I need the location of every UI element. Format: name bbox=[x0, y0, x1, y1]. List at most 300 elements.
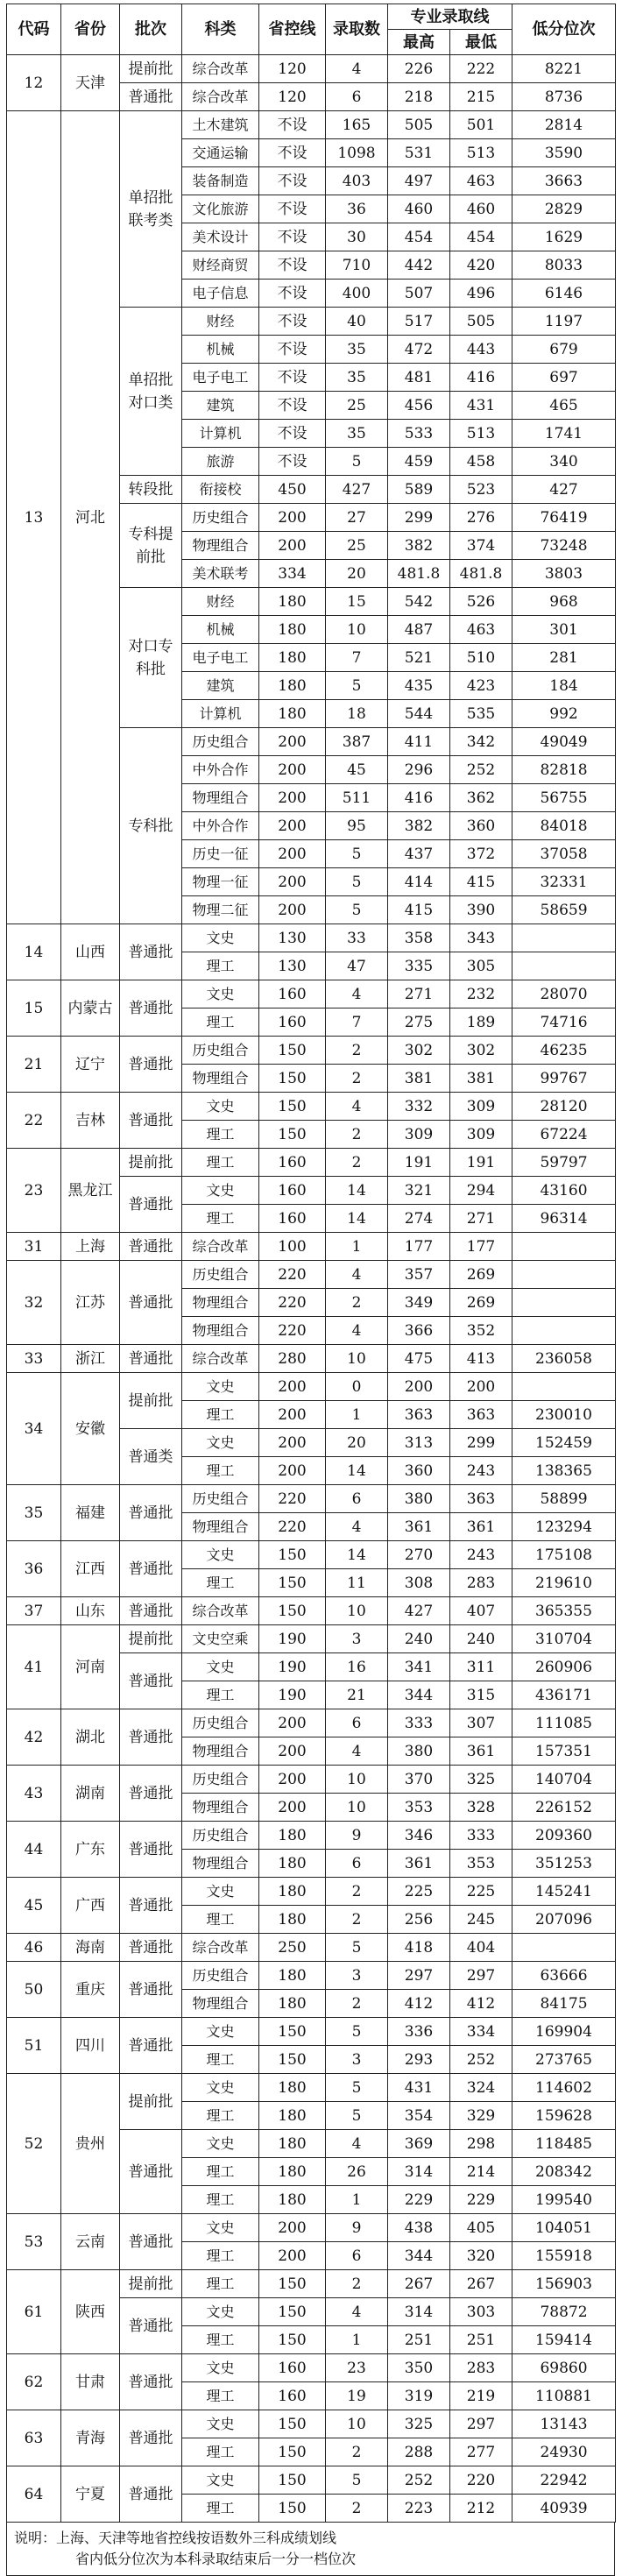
lowest-score-cell: 361 bbox=[450, 1513, 512, 1541]
lowest-score-cell: 458 bbox=[450, 448, 512, 476]
highest-score-cell: 353 bbox=[388, 1794, 450, 1822]
admitted-cell: 5 bbox=[326, 2102, 388, 2130]
admission-table-container bbox=[6, 4, 615, 2576]
admitted-cell: 6 bbox=[326, 1850, 388, 1878]
control-line-cell: 200 bbox=[259, 1429, 326, 1457]
subject-cell: 交通运输 bbox=[182, 139, 259, 167]
subject-cell: 理工 bbox=[182, 2270, 259, 2298]
min-rank-cell: 226152 bbox=[512, 1794, 616, 1822]
min-rank-cell: 152459 bbox=[512, 1429, 616, 1457]
min-rank-cell: 155918 bbox=[512, 2242, 616, 2270]
highest-score-cell: 437 bbox=[388, 840, 450, 868]
min-rank-cell bbox=[512, 1261, 616, 1289]
lowest-score-cell: 333 bbox=[450, 1822, 512, 1850]
min-rank-cell: 67224 bbox=[512, 1121, 616, 1149]
lowest-score-cell: 298 bbox=[450, 2130, 512, 2158]
table-row bbox=[7, 1093, 616, 1121]
province-cell: 吉林 bbox=[61, 1093, 120, 1149]
control-line-cell: 160 bbox=[259, 1177, 326, 1205]
lowest-score-cell: 299 bbox=[450, 1429, 512, 1457]
subject-cell: 文史 bbox=[182, 2074, 259, 2102]
header-subject: 科类 bbox=[182, 4, 259, 55]
min-rank-cell: 58899 bbox=[512, 1485, 616, 1513]
lowest-score-cell: 320 bbox=[450, 2242, 512, 2270]
table-row bbox=[7, 1625, 616, 1653]
subject-cell: 历史组合 bbox=[182, 504, 259, 532]
lowest-score-cell: 372 bbox=[450, 840, 512, 868]
control-line-cell: 150 bbox=[259, 1569, 326, 1597]
code-cell: 62 bbox=[7, 2354, 61, 2410]
admitted-cell: 3 bbox=[326, 2046, 388, 2074]
min-rank-cell bbox=[512, 1289, 616, 1317]
province-cell: 河北 bbox=[61, 111, 120, 924]
admitted-cell: 403 bbox=[326, 167, 388, 195]
highest-score-cell: 427 bbox=[388, 1597, 450, 1625]
highest-score-cell: 435 bbox=[388, 672, 450, 700]
admitted-cell: 25 bbox=[326, 392, 388, 420]
admitted-cell: 5 bbox=[326, 2074, 388, 2102]
min-rank-cell: 697 bbox=[512, 364, 616, 392]
control-line-cell: 不设 bbox=[259, 251, 326, 280]
lowest-score-cell: 245 bbox=[450, 1906, 512, 1934]
min-rank-cell: 43160 bbox=[512, 1177, 616, 1205]
lowest-score-cell: 303 bbox=[450, 2298, 512, 2326]
min-rank-cell: 159628 bbox=[512, 2102, 616, 2130]
control-line-cell: 160 bbox=[259, 1205, 326, 1233]
min-rank-cell: 118485 bbox=[512, 2130, 616, 2158]
control-line-cell: 200 bbox=[259, 1737, 326, 1766]
province-cell: 安徽 bbox=[61, 1373, 120, 1485]
lowest-score-cell: 243 bbox=[450, 1541, 512, 1569]
batch-cell: 普通批 bbox=[120, 1261, 182, 1345]
batch-cell: 普通批 bbox=[120, 1934, 182, 1962]
min-rank-cell: 13143 bbox=[512, 2410, 616, 2438]
table-row bbox=[7, 55, 616, 83]
table-row bbox=[7, 924, 616, 952]
admitted-cell: 47 bbox=[326, 952, 388, 980]
highest-score-cell: 240 bbox=[388, 1625, 450, 1653]
table-row bbox=[7, 1037, 616, 1065]
min-rank-cell: 273765 bbox=[512, 2046, 616, 2074]
code-cell: 31 bbox=[7, 1233, 61, 1261]
min-rank-cell: 2814 bbox=[512, 111, 616, 139]
province-cell: 山西 bbox=[61, 924, 120, 980]
min-rank-cell: 37058 bbox=[512, 840, 616, 868]
highest-score-cell: 507 bbox=[388, 280, 450, 308]
lowest-score-cell: 302 bbox=[450, 1037, 512, 1065]
subject-cell: 综合改革 bbox=[182, 1233, 259, 1261]
province-cell: 甘肃 bbox=[61, 2354, 120, 2410]
lowest-score-cell: 526 bbox=[450, 588, 512, 616]
admitted-cell: 10 bbox=[326, 2410, 388, 2438]
lowest-score-cell: 381 bbox=[450, 1065, 512, 1093]
subject-cell: 物理组合 bbox=[182, 1289, 259, 1317]
header-major-line: 专业录取线 bbox=[388, 4, 512, 30]
control-line-cell: 180 bbox=[259, 1990, 326, 2018]
code-cell: 36 bbox=[7, 1541, 61, 1597]
lowest-score-cell: 353 bbox=[450, 1850, 512, 1878]
min-rank-cell: 78872 bbox=[512, 2298, 616, 2326]
highest-score-cell: 431 bbox=[388, 2074, 450, 2102]
admitted-cell: 14 bbox=[326, 1541, 388, 1569]
subject-cell: 理工 bbox=[182, 2382, 259, 2410]
lowest-score-cell: 463 bbox=[450, 616, 512, 644]
min-rank-cell: 236058 bbox=[512, 1345, 616, 1373]
control-line-cell: 180 bbox=[259, 1878, 326, 1906]
highest-score-cell: 226 bbox=[388, 55, 450, 83]
control-line-cell: 200 bbox=[259, 896, 326, 924]
subject-cell: 计算机 bbox=[182, 420, 259, 448]
table-row bbox=[7, 111, 616, 139]
admitted-cell: 10 bbox=[326, 616, 388, 644]
control-line-cell: 150 bbox=[259, 2466, 326, 2495]
control-line-cell: 200 bbox=[259, 784, 326, 812]
lowest-score-cell: 454 bbox=[450, 223, 512, 251]
subject-cell: 土木建筑 bbox=[182, 111, 259, 139]
control-line-cell: 180 bbox=[259, 672, 326, 700]
subject-cell: 文史 bbox=[182, 2354, 259, 2382]
subject-cell: 物理组合 bbox=[182, 1065, 259, 1093]
subject-cell: 综合改革 bbox=[182, 1934, 259, 1962]
lowest-score-cell: 240 bbox=[450, 1625, 512, 1653]
highest-score-cell: 341 bbox=[388, 1653, 450, 1681]
lowest-score-cell: 214 bbox=[450, 2158, 512, 2186]
min-rank-cell bbox=[512, 1233, 616, 1261]
control-line-cell: 150 bbox=[259, 2270, 326, 2298]
admitted-cell: 35 bbox=[326, 420, 388, 448]
table-row bbox=[7, 1822, 616, 1850]
header-province: 省份 bbox=[61, 4, 120, 55]
admitted-cell: 6 bbox=[326, 2242, 388, 2270]
highest-score-cell: 517 bbox=[388, 308, 450, 336]
highest-score-cell: 297 bbox=[388, 1962, 450, 1990]
admitted-cell: 427 bbox=[326, 476, 388, 504]
province-cell: 云南 bbox=[61, 2214, 120, 2270]
admitted-cell: 5 bbox=[326, 840, 388, 868]
control-line-cell: 180 bbox=[259, 700, 326, 728]
min-rank-cell: 104051 bbox=[512, 2214, 616, 2242]
lowest-score-cell: 283 bbox=[450, 1569, 512, 1597]
lowest-score-cell: 407 bbox=[450, 1597, 512, 1625]
admitted-cell: 4 bbox=[326, 980, 388, 1008]
highest-score-cell: 314 bbox=[388, 2158, 450, 2186]
min-rank-cell: 1741 bbox=[512, 420, 616, 448]
subject-cell: 物理组合 bbox=[182, 1794, 259, 1822]
min-rank-cell: 465 bbox=[512, 392, 616, 420]
subject-cell: 文史 bbox=[182, 2298, 259, 2326]
control-line-cell: 200 bbox=[259, 1766, 326, 1794]
lowest-score-cell: 189 bbox=[450, 1008, 512, 1037]
subject-cell: 文史 bbox=[182, 1653, 259, 1681]
control-line-cell: 220 bbox=[259, 1317, 326, 1345]
admitted-cell: 18 bbox=[326, 700, 388, 728]
highest-score-cell: 497 bbox=[388, 167, 450, 195]
batch-cell: 转段批 bbox=[120, 476, 182, 504]
highest-score-cell: 460 bbox=[388, 195, 450, 223]
highest-score-cell: 296 bbox=[388, 756, 450, 784]
admitted-cell: 4 bbox=[326, 1317, 388, 1345]
control-line-cell: 不设 bbox=[259, 336, 326, 364]
min-rank-cell: 2829 bbox=[512, 195, 616, 223]
subject-cell: 文史 bbox=[182, 2130, 259, 2158]
province-cell: 辽宁 bbox=[61, 1037, 120, 1093]
table-row bbox=[7, 2354, 616, 2382]
header-admitted: 录取数 bbox=[326, 4, 388, 55]
lowest-score-cell: 269 bbox=[450, 1289, 512, 1317]
batch-cell: 提前批 bbox=[120, 1625, 182, 1653]
admitted-cell: 21 bbox=[326, 1681, 388, 1709]
subject-cell: 理工 bbox=[182, 952, 259, 980]
batch-cell: 提前批 bbox=[120, 2270, 182, 2298]
admitted-cell: 0 bbox=[326, 1373, 388, 1401]
code-cell: 44 bbox=[7, 1822, 61, 1878]
table-row bbox=[7, 2018, 616, 2046]
admitted-cell: 2 bbox=[326, 2270, 388, 2298]
subject-cell: 理工 bbox=[182, 2046, 259, 2074]
province-cell: 广西 bbox=[61, 1878, 120, 1934]
min-rank-cell: 49049 bbox=[512, 728, 616, 756]
subject-cell: 理工 bbox=[182, 2495, 259, 2523]
highest-score-cell: 335 bbox=[388, 952, 450, 980]
min-rank-cell: 184 bbox=[512, 672, 616, 700]
lowest-score-cell: 363 bbox=[450, 1485, 512, 1513]
lowest-score-cell: 513 bbox=[450, 139, 512, 167]
subject-cell: 衔接校 bbox=[182, 476, 259, 504]
subject-cell: 理工 bbox=[182, 1121, 259, 1149]
subject-cell: 文史 bbox=[182, 924, 259, 952]
table-note bbox=[6, 2523, 615, 2576]
lowest-score-cell: 352 bbox=[450, 1317, 512, 1345]
control-line-cell: 190 bbox=[259, 1625, 326, 1653]
table-row bbox=[7, 1233, 616, 1261]
admitted-cell: 7 bbox=[326, 644, 388, 672]
code-cell: 61 bbox=[7, 2270, 61, 2354]
admission-score-table bbox=[6, 4, 616, 2523]
control-line-cell: 120 bbox=[259, 55, 326, 83]
control-line-cell: 200 bbox=[259, 1457, 326, 1485]
header-highest: 最高 bbox=[388, 30, 450, 55]
lowest-score-cell: 251 bbox=[450, 2326, 512, 2354]
control-line-cell: 200 bbox=[259, 868, 326, 896]
control-line-cell: 200 bbox=[259, 2214, 326, 2242]
subject-cell: 中外合作 bbox=[182, 812, 259, 840]
code-cell: 32 bbox=[7, 1261, 61, 1345]
control-line-cell: 160 bbox=[259, 1008, 326, 1037]
highest-score-cell: 456 bbox=[388, 392, 450, 420]
lowest-score-cell: 252 bbox=[450, 756, 512, 784]
min-rank-cell: 230010 bbox=[512, 1401, 616, 1429]
province-cell: 山东 bbox=[61, 1597, 120, 1625]
province-cell: 海南 bbox=[61, 1934, 120, 1962]
control-line-cell: 不设 bbox=[259, 111, 326, 139]
subject-cell: 财经商贸 bbox=[182, 251, 259, 280]
subject-cell: 物理组合 bbox=[182, 1513, 259, 1541]
admitted-cell: 2 bbox=[326, 2495, 388, 2523]
admitted-cell: 25 bbox=[326, 532, 388, 560]
highest-score-cell: 380 bbox=[388, 1485, 450, 1513]
admitted-cell: 10 bbox=[326, 1345, 388, 1373]
batch-cell: 对口专科批 bbox=[120, 588, 182, 728]
highest-score-cell: 370 bbox=[388, 1766, 450, 1794]
admitted-cell: 26 bbox=[326, 2158, 388, 2186]
province-cell: 江苏 bbox=[61, 1261, 120, 1345]
header-lowest: 最低 bbox=[450, 30, 512, 55]
subject-cell: 文史 bbox=[182, 2018, 259, 2046]
highest-score-cell: 358 bbox=[388, 924, 450, 952]
lowest-score-cell: 501 bbox=[450, 111, 512, 139]
lowest-score-cell: 412 bbox=[450, 1990, 512, 2018]
batch-cell: 普通批 bbox=[120, 2410, 182, 2466]
batch-cell: 单招批对口类 bbox=[120, 308, 182, 476]
min-rank-cell: 114602 bbox=[512, 2074, 616, 2102]
lowest-score-cell: 363 bbox=[450, 1401, 512, 1429]
admitted-cell: 2 bbox=[326, 1065, 388, 1093]
min-rank-cell: 3803 bbox=[512, 560, 616, 588]
highest-score-cell: 481 bbox=[388, 364, 450, 392]
header-control-line: 省控线 bbox=[259, 4, 326, 55]
min-rank-cell: 110881 bbox=[512, 2382, 616, 2410]
province-cell: 上海 bbox=[61, 1233, 120, 1261]
min-rank-cell: 28120 bbox=[512, 1093, 616, 1121]
lowest-score-cell: 496 bbox=[450, 280, 512, 308]
subject-cell: 电子电工 bbox=[182, 644, 259, 672]
min-rank-cell: 260906 bbox=[512, 1653, 616, 1681]
control-line-cell: 200 bbox=[259, 1794, 326, 1822]
highest-score-cell: 252 bbox=[388, 2466, 450, 2495]
control-line-cell: 220 bbox=[259, 1513, 326, 1541]
control-line-cell: 334 bbox=[259, 560, 326, 588]
code-cell: 14 bbox=[7, 924, 61, 980]
highest-score-cell: 333 bbox=[388, 1709, 450, 1737]
control-line-cell: 200 bbox=[259, 532, 326, 560]
admitted-cell: 9 bbox=[326, 1822, 388, 1850]
control-line-cell: 150 bbox=[259, 2018, 326, 2046]
province-cell: 青海 bbox=[61, 2410, 120, 2466]
highest-score-cell: 218 bbox=[388, 83, 450, 111]
batch-cell: 普通批 bbox=[120, 1709, 182, 1766]
highest-score-cell: 349 bbox=[388, 1289, 450, 1317]
batch-cell: 普通批 bbox=[120, 2298, 182, 2354]
code-cell: 35 bbox=[7, 1485, 61, 1541]
control-line-cell: 150 bbox=[259, 2046, 326, 2074]
subject-cell: 综合改革 bbox=[182, 83, 259, 111]
min-rank-cell: 8736 bbox=[512, 83, 616, 111]
lowest-score-cell: 416 bbox=[450, 364, 512, 392]
highest-score-cell: 438 bbox=[388, 2214, 450, 2242]
min-rank-cell: 208342 bbox=[512, 2158, 616, 2186]
code-cell: 23 bbox=[7, 1149, 61, 1233]
min-rank-cell: 8033 bbox=[512, 251, 616, 280]
subject-cell: 机械 bbox=[182, 616, 259, 644]
control-line-cell: 160 bbox=[259, 980, 326, 1008]
min-rank-cell: 169904 bbox=[512, 2018, 616, 2046]
admitted-cell: 20 bbox=[326, 560, 388, 588]
min-rank-cell: 992 bbox=[512, 700, 616, 728]
lowest-score-cell: 505 bbox=[450, 308, 512, 336]
table-header bbox=[7, 4, 616, 55]
control-line-cell: 180 bbox=[259, 2102, 326, 2130]
control-line-cell: 180 bbox=[259, 2074, 326, 2102]
highest-score-cell: 229 bbox=[388, 2186, 450, 2214]
table-row bbox=[7, 1766, 616, 1794]
lowest-score-cell: 225 bbox=[450, 1878, 512, 1906]
province-cell: 湖北 bbox=[61, 1709, 120, 1766]
subject-cell: 财经 bbox=[182, 588, 259, 616]
control-line-cell: 150 bbox=[259, 1597, 326, 1625]
highest-score-cell: 531 bbox=[388, 139, 450, 167]
admitted-cell: 27 bbox=[326, 504, 388, 532]
lowest-score-cell: 460 bbox=[450, 195, 512, 223]
admitted-cell: 165 bbox=[326, 111, 388, 139]
batch-cell: 提前批 bbox=[120, 55, 182, 83]
min-rank-cell: 3663 bbox=[512, 167, 616, 195]
min-rank-cell: 24930 bbox=[512, 2438, 616, 2466]
lowest-score-cell: 361 bbox=[450, 1737, 512, 1766]
batch-cell: 普通批 bbox=[120, 1653, 182, 1709]
highest-score-cell: 544 bbox=[388, 700, 450, 728]
lowest-score-cell: 360 bbox=[450, 812, 512, 840]
admitted-cell: 2 bbox=[326, 1121, 388, 1149]
highest-score-cell: 270 bbox=[388, 1541, 450, 1569]
admitted-cell: 710 bbox=[326, 251, 388, 280]
lowest-score-cell: 305 bbox=[450, 952, 512, 980]
highest-score-cell: 256 bbox=[388, 1906, 450, 1934]
admitted-cell: 19 bbox=[326, 2382, 388, 2410]
lowest-score-cell: 220 bbox=[450, 2466, 512, 2495]
highest-score-cell: 414 bbox=[388, 868, 450, 896]
batch-cell: 普通批 bbox=[120, 2214, 182, 2270]
control-line-cell: 不设 bbox=[259, 392, 326, 420]
code-cell: 37 bbox=[7, 1597, 61, 1625]
highest-score-cell: 382 bbox=[388, 532, 450, 560]
control-line-cell: 220 bbox=[259, 1485, 326, 1513]
admitted-cell: 10 bbox=[326, 1597, 388, 1625]
highest-score-cell: 288 bbox=[388, 2438, 450, 2466]
subject-cell: 美术联考 bbox=[182, 560, 259, 588]
min-rank-cell: 73248 bbox=[512, 532, 616, 560]
control-line-cell: 150 bbox=[259, 2495, 326, 2523]
lowest-score-cell: 215 bbox=[450, 83, 512, 111]
highest-score-cell: 542 bbox=[388, 588, 450, 616]
highest-score-cell: 308 bbox=[388, 1569, 450, 1597]
min-rank-cell: 968 bbox=[512, 588, 616, 616]
code-cell: 34 bbox=[7, 1373, 61, 1485]
min-rank-cell: 40939 bbox=[512, 2495, 616, 2523]
admitted-cell: 5 bbox=[326, 2018, 388, 2046]
lowest-score-cell: 307 bbox=[450, 1709, 512, 1737]
code-cell: 51 bbox=[7, 2018, 61, 2074]
highest-score-cell: 309 bbox=[388, 1121, 450, 1149]
table-row bbox=[7, 1709, 616, 1737]
subject-cell: 物理一征 bbox=[182, 868, 259, 896]
min-rank-cell: 123294 bbox=[512, 1513, 616, 1541]
lowest-score-cell: 271 bbox=[450, 1205, 512, 1233]
min-rank-cell: 28070 bbox=[512, 980, 616, 1008]
subject-cell: 历史组合 bbox=[182, 1261, 259, 1289]
lowest-score-cell: 243 bbox=[450, 1457, 512, 1485]
lowest-score-cell: 277 bbox=[450, 2438, 512, 2466]
control-line-cell: 180 bbox=[259, 644, 326, 672]
code-cell: 52 bbox=[7, 2074, 61, 2214]
table-row bbox=[7, 980, 616, 1008]
subject-cell: 建筑 bbox=[182, 392, 259, 420]
subject-cell: 理工 bbox=[182, 1401, 259, 1429]
control-line-cell: 150 bbox=[259, 1541, 326, 1569]
subject-cell: 财经 bbox=[182, 308, 259, 336]
admitted-cell: 4 bbox=[326, 2130, 388, 2158]
table-row bbox=[7, 2074, 616, 2102]
subject-cell: 理工 bbox=[182, 2326, 259, 2354]
